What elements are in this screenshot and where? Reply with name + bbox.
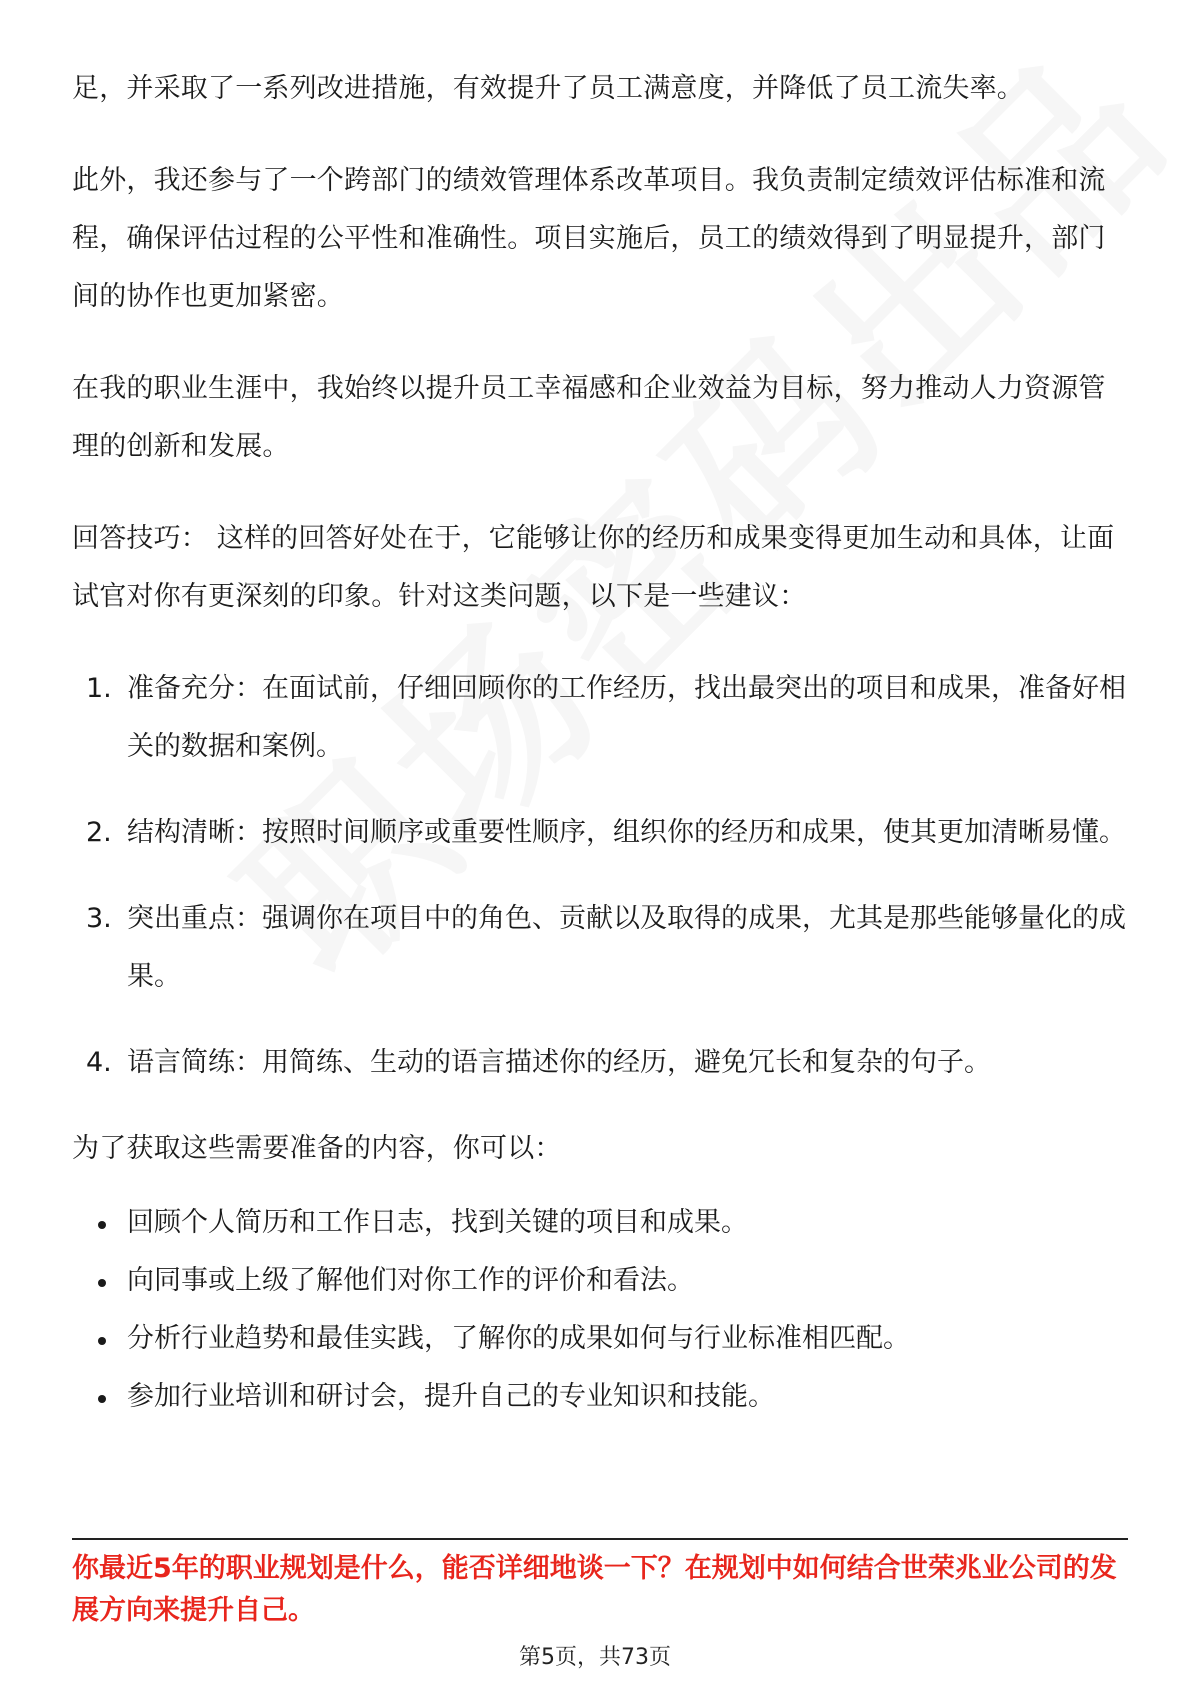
- list-item-text: 参加行业培训和研讨会，提升自己的专业知识和技能。: [127, 1381, 775, 1412]
- list-item-text: 分析行业趋势和最佳实践，了解你的成果如何与行业标准相匹配。: [127, 1323, 910, 1354]
- next-question-heading: 你最近5年的职业规划是什么，能否详细地谈一下？在规划中如何结合世荣兆业公司的发展方向来提升自己。: [72, 1553, 1117, 1626]
- list-item-text: 语言简练：用简练、生动的语言描述你的经历，避免冗长和复杂的句子。: [127, 1047, 991, 1078]
- document-body: [72, 60, 1128, 1426]
- list-item-text: 结构清晰：按照时间顺序或重要性顺序，组织你的经历和成果，使其更加清晰易懂。: [127, 817, 1126, 848]
- list-number: 4.: [86, 1047, 112, 1078]
- tips-list: [72, 660, 1128, 1092]
- list-item-text: 突出重点：强调你在项目中的角色、贡献以及取得的成果，尤其是那些能够量化的成果。: [127, 903, 1126, 992]
- section-divider: [72, 1538, 1128, 1540]
- list-item: [72, 1310, 1128, 1368]
- bullet-icon: [98, 1279, 106, 1287]
- bullet-icon: [98, 1337, 106, 1345]
- paragraph-continuation: 足，并采取了一系列改进措施，有效提升了员工满意度，并降低了员工流失率。: [72, 73, 1024, 104]
- list-item-text: 向同事或上级了解他们对你工作的评价和看法。: [127, 1265, 694, 1296]
- prep-list: [72, 1194, 1128, 1426]
- paragraph-answer-tips: 回答技巧： 这样的回答好处在于，它能够让你的经历和成果变得更加生动和具体，让面试官对你有更深刻的印象。针对这类问题，以下是一些建议：: [72, 523, 1115, 612]
- list-item: [72, 660, 1128, 776]
- prep-intro: 为了获取这些需要准备的内容，你可以：: [72, 1133, 562, 1164]
- paragraph-career-goal: 在我的职业生涯中，我始终以提升员工幸福感和企业效益为目标，努力推动人力资源管理的创新和发展。: [72, 373, 1106, 462]
- list-number: 2.: [86, 817, 112, 848]
- bullet-icon: [98, 1395, 106, 1403]
- list-item: [72, 1194, 1128, 1252]
- list-item: [72, 804, 1128, 862]
- paragraph-performance-project: 此外，我还参与了一个跨部门的绩效管理体系改革项目。我负责制定绩效评估标准和流程，确保评估过程的公平性和准确性。项目实施后，员工的绩效得到了明显提升，部门间的协作也更加紧密。: [72, 165, 1106, 312]
- list-item-text: 回顾个人简历和工作日志，找到关键的项目和成果。: [127, 1207, 748, 1238]
- page-number: 第5页，共73页: [519, 1645, 671, 1670]
- list-item: [72, 1034, 1128, 1092]
- list-item: [72, 890, 1128, 1006]
- list-number: 3.: [86, 903, 112, 934]
- list-item-text: 准备充分：在面试前，仔细回顾你的工作经历，找出最突出的项目和成果，准备好相关的数据和案例。: [127, 673, 1126, 762]
- bullet-icon: [98, 1221, 106, 1229]
- list-item: [72, 1252, 1128, 1310]
- list-number: 1.: [86, 673, 112, 704]
- list-item: [72, 1368, 1128, 1426]
